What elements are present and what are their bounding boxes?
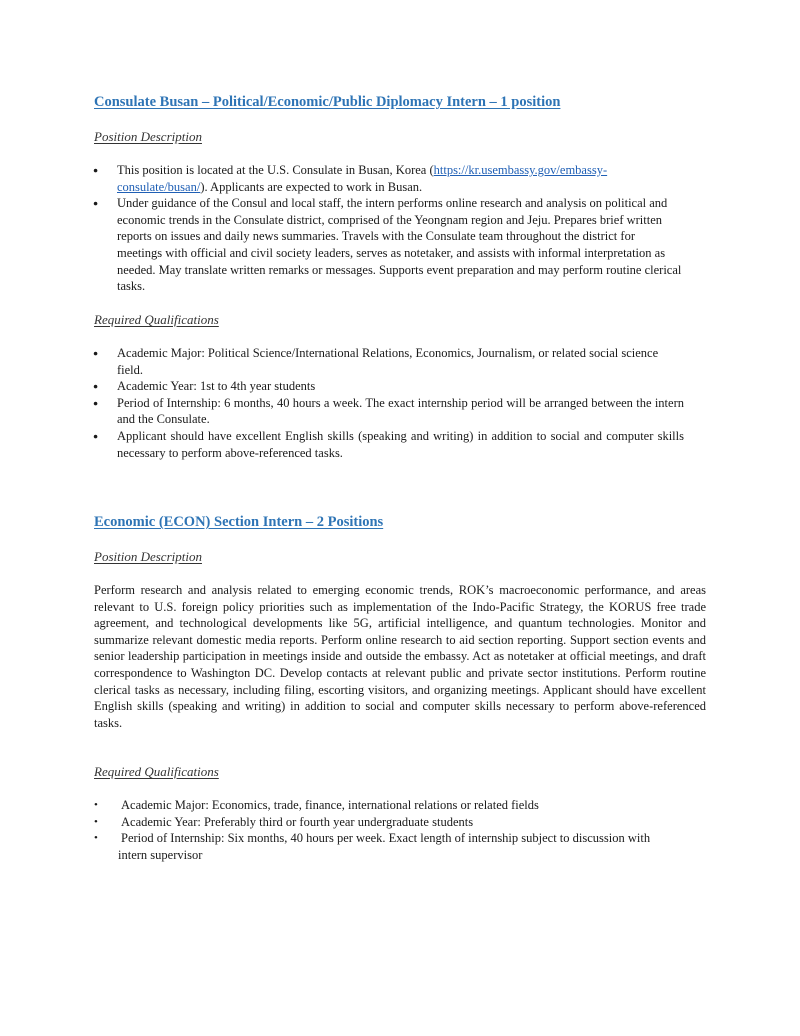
- position-description-paragraph: Perform research and analysis related to emerging economic trends, ROK’s macroeconomic performance, and areas relevant to U.S. foreign policy priorities such as implementation of the Indo-Pacific Strategy, the KORUS free trade agreement, and technological developments like 5G, artificial intelligence, and quantum technologies. Monitor and summarize relevant domestic media reports. Perform online research to aid section reporting. Support section events and senior leadership participation in meetings inside and outside the embassy. Act as notetaker at official meetings, and draft correspondence to Washington DC. Develop contacts at relevant public and private sector institutions. Perform routine clerical tasks as necessary, including filing, escorting visitors, and organizing meetings. Applicant should have excellent English skills (speaking and writing) in addition to social and computer skills necessary to perform above-referenced tasks.: [94, 583, 706, 730]
- list-item: [118, 830, 678, 863]
- required-qualifications-list: [118, 797, 678, 863]
- list-item: [117, 345, 684, 378]
- bullet-text: Academic Major: Political Science/International Relations, Economics, Journalism, or related social science field.: [117, 346, 659, 377]
- bullet-text: Academic Year: Preferably third or fourth year undergraduate students: [121, 814, 474, 829]
- position-description-heading: Position Description: [94, 129, 202, 144]
- bullet-text: Applicant should have excellent English skills (speaking and writing) in addition to social and computer skills necessary to perform above-referenced tasks.: [117, 428, 684, 460]
- bullet-text: Academic Major: Economics, trade, finance, international relations or related fields: [121, 798, 539, 812]
- position-description-heading: Position Description: [94, 549, 202, 564]
- position-description-list: [117, 162, 682, 295]
- required-qualifications-list: [117, 345, 684, 461]
- list-item: [117, 162, 682, 195]
- list-item: [117, 428, 684, 461]
- list-item: [117, 378, 684, 395]
- required-qualifications-heading: Required Qualifications: [94, 764, 219, 779]
- list-item: [118, 814, 678, 831]
- section-title-busan-intern: Consulate Busan – Political/Economic/Public Diplomacy Intern – 1 position: [94, 94, 561, 110]
- list-item: [117, 195, 682, 295]
- bullet-text: Period of Internship: 6 months, 40 hours a week. The exact internship period will be arranged between the intern and the Consulate.: [117, 395, 684, 427]
- list-item: [117, 395, 684, 428]
- bullet-text: Under guidance of the Consul and local staff, the intern performs online research and analysis on political and economic trends in the Consulate district, comprised of the Yeongnam region and Jeju. Prepares brief written reports on issues and daily news summaries. Travels with the Consulate team throughout the district for meetings with official and civil society leaders, serves as notetaker, and assists with informal interpretation as needed. May translate written remarks or messages. Supports event preparation and may perform routine clerical tasks.: [117, 196, 682, 294]
- consulate-busan-link[interactable]: https://kr.usembassy.gov/embassy-consulate/busan/: [117, 163, 608, 194]
- bullet-text: Academic Year: 1st to 4th year students: [117, 379, 316, 394]
- required-qualifications-heading: Required Qualifications: [94, 312, 219, 327]
- bullet-text: This position is located at the U.S. Consulate in Busan, Korea (: [117, 163, 434, 177]
- bullet-text: Period of Internship: Six months, 40 hours per week. Exact length of internship subject to discussion with intern supervisor: [118, 831, 651, 862]
- bullet-text: ). Applicants are expected to work in Busan.: [200, 179, 423, 194]
- list-item: [118, 797, 678, 814]
- section-title-econ-intern: Economic (ECON) Section Intern – 2 Positions: [94, 514, 384, 530]
